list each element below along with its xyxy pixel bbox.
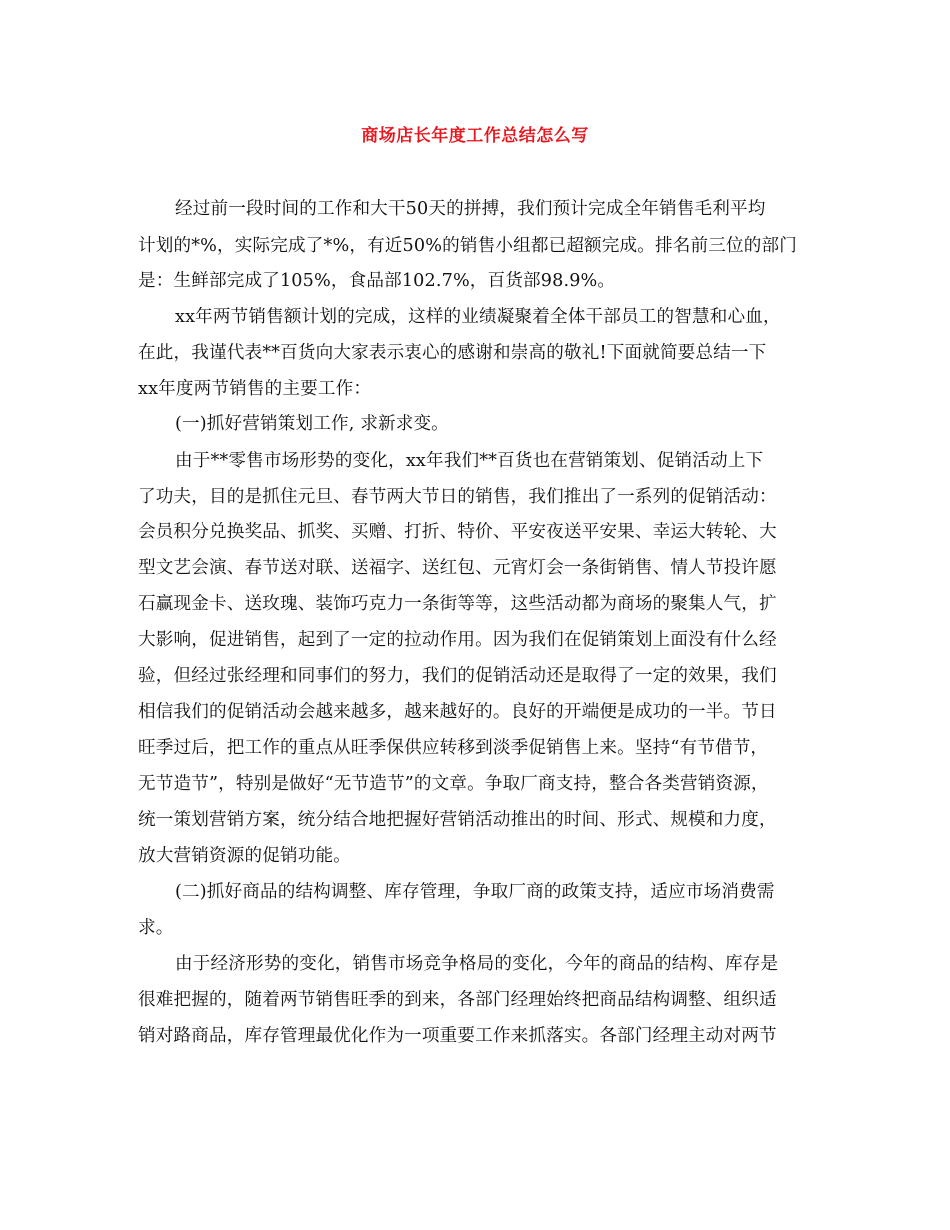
text-line: 很难把握的，随着两节销售旺季的到来，各部门经理始终把商品结构调整、组织适 xyxy=(138,990,777,1010)
text-line: xx年两节销售额计划的完成，这样的业绩凝聚着全体干部员工的智慧和心血， xyxy=(175,307,781,327)
text-line: 是：生鲜部完成了105%，食品部102.7%，百货部98.9%。 xyxy=(138,271,616,291)
text-line: 经过前一段时间的工作和大干50天的拼搏，我们预计完成全年销售毛利平均 xyxy=(175,199,766,219)
text-line: 大影响，促进销售，起到了一定的拉动作用。因为我们在促销策划上面没有什么经 xyxy=(138,630,777,650)
text-line: 石赢现金卡、送玫瑰、装饰巧克力一条街等等，这些活动都为商场的聚集人气，扩 xyxy=(138,594,777,614)
text-line: 统一策划营销方案，统分结合地把握好营销活动推出的时间、形式、规模和力度， xyxy=(138,810,777,830)
text-line: 验，但经过张经理和同事们的努力，我们的促销活动还是取得了一定的效果，我们 xyxy=(138,666,777,686)
section-heading: (二)抓好商品的结构调整、库存管理，争取厂商的政策支持，适应市场消费需 xyxy=(175,882,775,902)
text-line: 无节造节”，特别是做好“无节造节”的文章。争取厂商支持，整合各类营销资源， xyxy=(138,774,769,794)
text-line: 求。 xyxy=(138,918,174,938)
section-heading: (一)抓好营销策划工作, 求新求变。 xyxy=(175,414,449,434)
text-line: 会员积分兑换奖品、抓奖、买赠、打折、特价、平安夜送平安果、幸运大转轮、大 xyxy=(138,522,777,542)
text-line: 放大营销资源的促销功能。 xyxy=(138,846,351,866)
page-title: 商场店长年度工作总结怎么写 xyxy=(361,126,589,146)
text-line: 了功夫，目的是抓住元旦、春节两大节日的销售，我们推出了一系列的促销活动： xyxy=(138,487,777,507)
text-line: 由于**零售市场形势的变化，xx年我们**百货也在营销策划、促销活动上下 xyxy=(175,451,764,471)
text-line: 在此，我谨代表**百货向大家表示衷心的感谢和崇高的敬礼!下面就简要总结一下 xyxy=(138,343,767,363)
text-line: 计划的*%，实际完成了*%，有近50%的销售小组都已超额完成。排名前三位的部门 xyxy=(138,236,797,256)
text-line: 型文艺会演、春节送对联、送福字、送红包、元宵灯会一条街销售、情人节投许愿 xyxy=(138,558,777,578)
text-line: 销对路商品，库存管理最优化作为一项重要工作来抓落实。各部门经理主动对两节 xyxy=(138,1026,777,1046)
text-line: 相信我们的促销活动会越来越多，越来越好的。良好的开端便是成功的一半。节日 xyxy=(138,702,777,722)
text-line: 旺季过后，把工作的重点从旺季保供应转移到淡季促销售上来。坚持“有节借节， xyxy=(138,738,769,758)
text-line: 由于经济形势的变化，销售市场竞争格局的变化，今年的商品的结构、库存是 xyxy=(175,954,779,974)
text-line: xx年度两节销售的主要工作： xyxy=(138,379,372,399)
